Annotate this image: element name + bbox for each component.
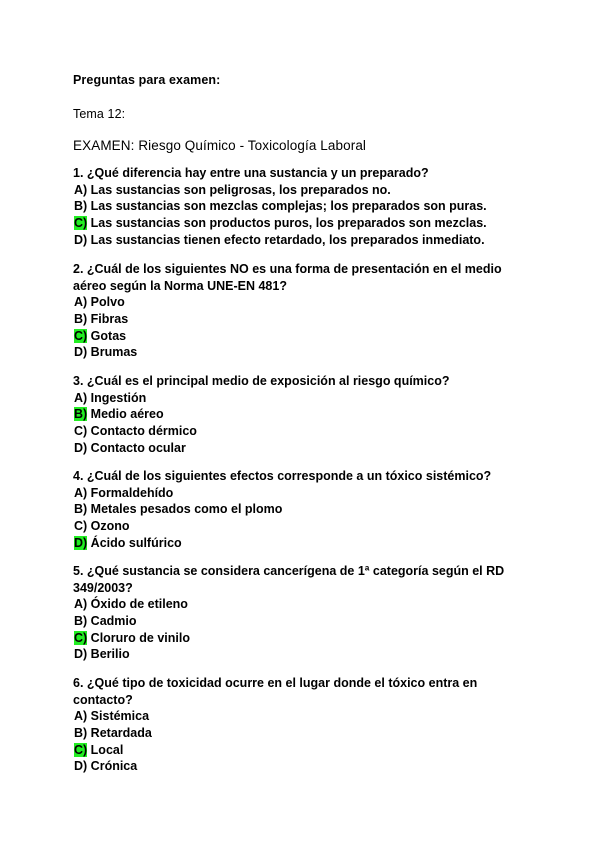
option-letter: D) xyxy=(74,647,88,662)
question-block xyxy=(73,563,523,663)
answer-option xyxy=(73,390,523,407)
option-text: Gotas xyxy=(87,328,127,343)
answer-option xyxy=(73,501,523,518)
option-text: Las sustancias son productos puros, los preparados son mezclas. xyxy=(87,216,487,231)
question-block xyxy=(73,675,523,775)
correct-answer-marker: C) xyxy=(74,630,88,645)
option-letter: B) xyxy=(74,613,88,628)
correct-answer-marker: C) xyxy=(74,742,88,757)
question-text: 3. ¿Cuál es el principal medio de exposición al riesgo químico? xyxy=(73,374,450,388)
answer-option xyxy=(73,311,523,328)
option-letter: D) xyxy=(74,345,88,360)
option-letter: B) xyxy=(74,725,88,740)
option-letter: A) xyxy=(74,709,88,723)
option-text: Ácido sulfúrico xyxy=(87,535,182,550)
option-letter: C) xyxy=(74,424,88,439)
answer-option xyxy=(73,215,523,232)
answer-option xyxy=(73,596,523,613)
answer-option xyxy=(73,646,523,663)
option-letter: A) xyxy=(74,390,88,405)
answer-option xyxy=(73,485,523,502)
option-text: Las sustancias son mezclas complejas; los preparados son puras. xyxy=(87,199,487,214)
question-text: 2. ¿Cuál de los siguientes NO es una forma de presentación en el medio aéreo según la Norma UNE-EN 481? xyxy=(73,262,502,293)
option-text: Las sustancias son peligrosas, los preparados no. xyxy=(87,182,391,197)
option-text: Contacto dérmico xyxy=(87,424,197,439)
option-text: Las sustancias tienen efecto retardado, los preparados inmediato. xyxy=(87,232,485,247)
answer-option xyxy=(73,328,523,345)
option-text: Contacto ocular xyxy=(87,440,186,455)
question-text: 4. ¿Cuál de los siguientes efectos corresponde a un tóxico sistémico? xyxy=(73,469,492,483)
answer-option xyxy=(73,742,523,759)
option-letter: B) xyxy=(74,502,88,517)
question-block xyxy=(73,468,523,552)
option-text: Local xyxy=(87,742,124,757)
option-text: Brumas xyxy=(87,345,138,360)
question-block xyxy=(73,261,523,361)
answer-option xyxy=(73,758,523,775)
option-text: Fibras xyxy=(87,311,129,326)
option-text: Metales pesados como el plomo xyxy=(87,502,283,517)
option-letter: B) xyxy=(74,199,88,214)
option-letter: B) xyxy=(74,311,88,326)
answer-option xyxy=(73,725,523,742)
answer-option xyxy=(73,406,523,423)
correct-answer-marker: D) xyxy=(74,535,88,550)
correct-answer-marker: C) xyxy=(74,328,88,343)
exam-title: EXAMEN: Riesgo Químico - Toxicología Laboral xyxy=(73,138,367,153)
correct-answer-marker: B) xyxy=(74,407,88,422)
option-text: Retardada xyxy=(87,725,152,740)
option-text: Cloruro de vinilo xyxy=(87,630,190,645)
answer-option xyxy=(73,294,523,311)
option-text: Cadmio xyxy=(87,613,137,628)
option-letter: A) xyxy=(74,182,88,197)
option-text: Berilio xyxy=(87,647,130,662)
question-text: 5. ¿Qué sustancia se considera cancerígena de 1ª categoría según el RD 349/2003? xyxy=(73,564,505,595)
question-text: 6. ¿Qué tipo de toxicidad ocurre en el lugar donde el tóxico entra en contacto? xyxy=(73,676,478,707)
answer-option xyxy=(73,535,523,552)
question-text: 1. ¿Qué diferencia hay entre una sustancia y un preparado? xyxy=(73,166,429,180)
answer-option xyxy=(73,232,523,249)
question-block xyxy=(73,373,523,457)
answer-option xyxy=(73,344,523,361)
option-text: Polvo xyxy=(87,295,125,309)
answer-option xyxy=(73,423,523,440)
answer-option xyxy=(73,182,523,199)
option-text: Óxido de etileno xyxy=(87,597,188,611)
topic-label: Tema 12: xyxy=(73,107,126,121)
option-letter: D) xyxy=(74,759,88,774)
answer-option xyxy=(73,613,523,630)
option-text: Ozono xyxy=(87,519,130,534)
answer-option xyxy=(73,630,523,647)
correct-answer-marker: C) xyxy=(74,216,88,231)
answer-option xyxy=(73,198,523,215)
option-letter: A) xyxy=(74,295,88,309)
option-text: Ingestión xyxy=(87,390,147,405)
option-letter: A) xyxy=(74,597,88,611)
option-text: Formaldehído xyxy=(87,485,174,500)
option-letter: D) xyxy=(74,232,88,247)
answer-option xyxy=(73,440,523,457)
option-text: Sistémica xyxy=(87,709,150,723)
question-block xyxy=(73,165,523,249)
option-letter: D) xyxy=(74,440,88,455)
option-letter: C) xyxy=(74,519,88,534)
option-letter: A) xyxy=(74,485,88,500)
answer-option xyxy=(73,518,523,535)
option-text: Crónica xyxy=(87,759,138,774)
option-text: Medio aéreo xyxy=(87,407,164,422)
answer-option xyxy=(73,708,523,725)
document-heading: Preguntas para examen: xyxy=(73,73,221,87)
